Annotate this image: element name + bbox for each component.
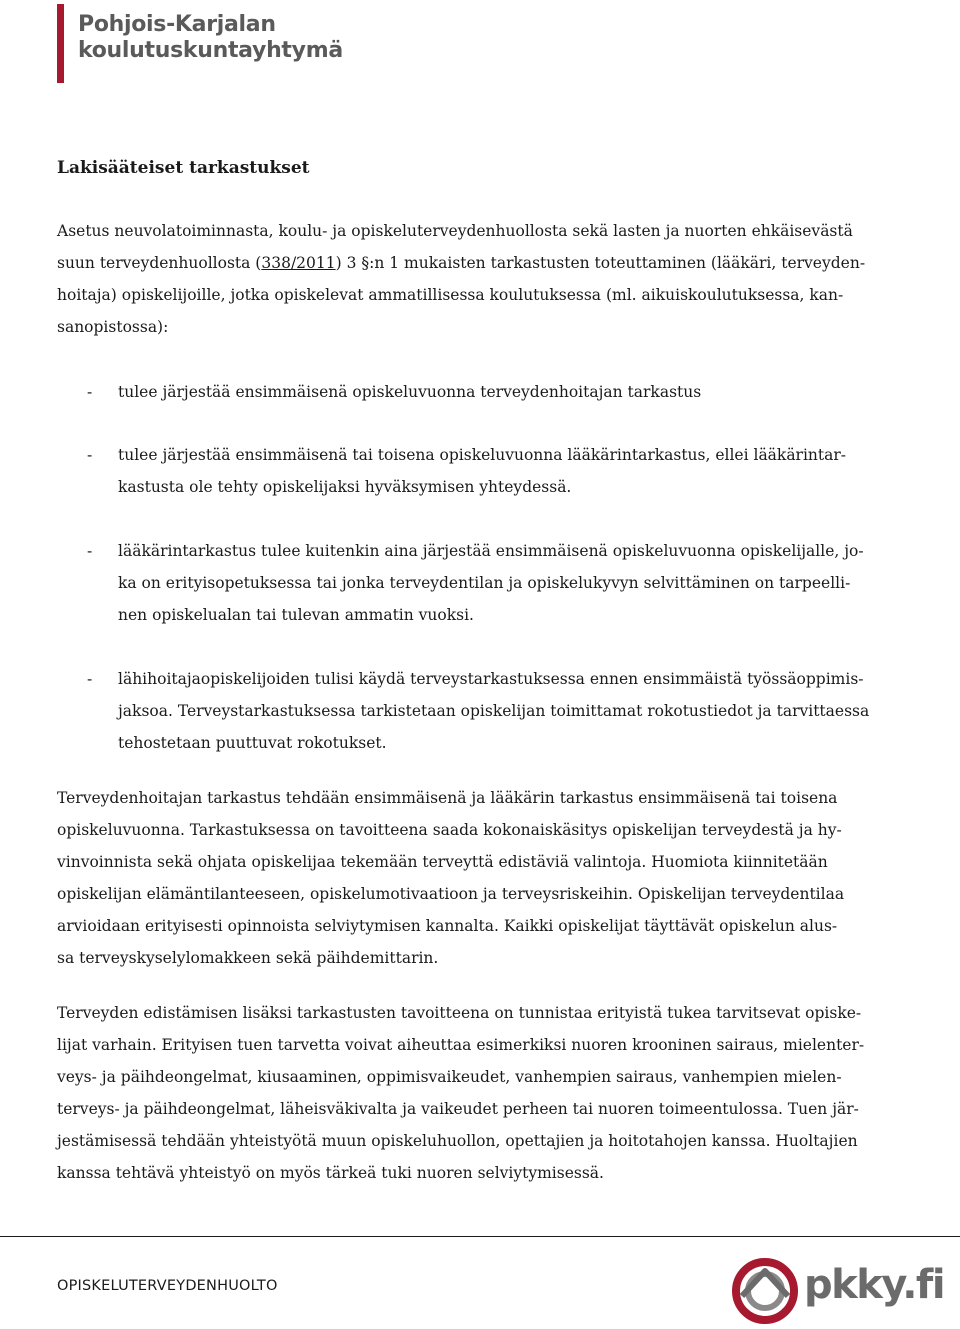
list-item-line: lääkärintarkastus tulee kuitenkin aina järjestää ensimmäisenä opiskeluvuonna opiskelijalle, jo- [118, 542, 864, 560]
org-name-line2: koulutuskuntayhtymä [78, 38, 343, 63]
intro-line [57, 247, 907, 279]
list-item-line: jaksoa. Terveystarkastuksessa tarkistetaan opiskelijan toimittamat rokotustiedot ja tarvittaessa [118, 702, 870, 720]
intro-paragraph [57, 215, 907, 343]
page-title: Lakisääteiset tarkastukset [57, 158, 310, 178]
list-item-line: tehostetaan puuttuvat rokotukset. [118, 734, 387, 752]
organization-logo [78, 12, 343, 64]
statute-link[interactable]: 338/2011 [261, 254, 336, 272]
footer-divider [0, 1236, 960, 1237]
paragraph-line: jestämisessä tehdään yhteistyötä muun opiskeluhuollon, opettajien ja hoitotahojen kanssa. Huoltajien [57, 1132, 858, 1150]
paragraph-line: terveys- ja päihdeongelmat, läheisväkivalta ja vaikeudet perheen tai nuoren toimeentulossa. Tuen jär- [57, 1100, 859, 1118]
list-item-text [118, 439, 918, 503]
paragraph-line: kanssa tehtävä yhteistyö on myös tärkeä tuki nuoren selviytymisessä. [57, 1164, 604, 1182]
list-item-line: ka on erityisopetuksessa tai jonka terveydentilan ja opiskelukyvyn selvittäminen on tarpeelli- [118, 574, 851, 592]
body-paragraph [57, 782, 907, 974]
list-item-line: nen opiskelualan tai tulevan ammatin vuoksi. [118, 606, 474, 624]
paragraph-line: veys- ja päihdeongelmat, kiusaaminen, oppimisvaikeudet, vanhempien sairaus, vanhempien mielen- [57, 1068, 842, 1086]
org-name-line1: Pohjois-Karjalan [78, 12, 276, 37]
footer-brand[interactable]: pkky.fi [804, 1262, 945, 1308]
footer-section-label: OPISKELUTERVEYDENHUOLTO [57, 1278, 278, 1294]
pkky-ring-logo-icon [730, 1256, 800, 1326]
list-item-line: tulee järjestää ensimmäisenä tai toisena opiskeluvuonna lääkärintarkastus, ellei lääkärintar- [118, 446, 847, 464]
list-item-text [118, 535, 918, 631]
paragraph-line: Terveydenhoitajan tarkastus tehdään ensimmäisenä ja lääkärin tarkastus ensimmäisenä tai toisena [57, 789, 838, 807]
list-item-line: tulee järjestää ensimmäisenä opiskeluvuonna terveydenhoitajan tarkastus [118, 383, 702, 401]
intro-line: Asetus neuvolatoiminnasta, koulu- ja opiskeluterveydenhuollosta sekä lasten ja nuorten ehkäisevästä [57, 222, 853, 240]
logo-accent-bar [57, 4, 64, 83]
list-dash: - [87, 670, 93, 688]
paragraph-line: lijat varhain. Erityisen tuen tarvetta voivat aiheuttaa esimerkiksi nuoren krooninen sairaus, mielenter- [57, 1036, 865, 1054]
paragraph-line: vinvoinnista sekä ohjata opiskelijaa tekemään terveyttä edistäviä valintoja. Huomiota kiinnitetään [57, 853, 828, 871]
list-dash: - [87, 446, 93, 464]
paragraph-line: arvioidaan erityisesti opinnoista selviytymisen kannalta. Kaikki opiskelijat täyttävät opiskelun alus- [57, 917, 838, 935]
list-item-text [118, 376, 918, 408]
intro-line: hoitaja) opiskelijoille, jotka opiskelevat ammatillisessa koulutuksessa (ml. aikuiskoulutuksessa, kan- [57, 286, 844, 304]
body-paragraph [57, 997, 907, 1189]
list-item-text [118, 663, 918, 759]
intro-line: sanopistossa): [57, 318, 169, 336]
intro-text: ) 3 §:n 1 mukaisten tarkastusten toteuttaminen (lääkäri, terveyden- [335, 254, 866, 272]
intro-text: suun terveydenhuollosta ( [57, 254, 262, 272]
paragraph-line: Terveyden edistämisen lisäksi tarkastusten tavoitteena on tunnistaa erityistä tukea tarvitsevat opiske- [57, 1004, 862, 1022]
paragraph-line: opiskeluvuonna. Tarkastuksessa on tavoitteena saada kokonaiskäsitys opiskelijan terveydestä ja hy- [57, 821, 842, 839]
paragraph-line: opiskelijan elämäntilanteeseen, opiskelumotivaatioon ja terveysriskeihin. Opiskelijan terveydentilaa [57, 885, 845, 903]
list-dash: - [87, 542, 93, 560]
list-item-line: kastusta ole tehty opiskelijaksi hyväksymisen yhteydessä. [118, 478, 572, 496]
paragraph-line: sa terveyskyselylomakkeen sekä päihdemittarin. [57, 949, 439, 967]
list-dash: - [87, 383, 93, 401]
list-item-line: lähihoitajaopiskelijoiden tulisi käydä terveystarkastuksessa ennen ensimmäistä työssäoppimis- [118, 670, 864, 688]
